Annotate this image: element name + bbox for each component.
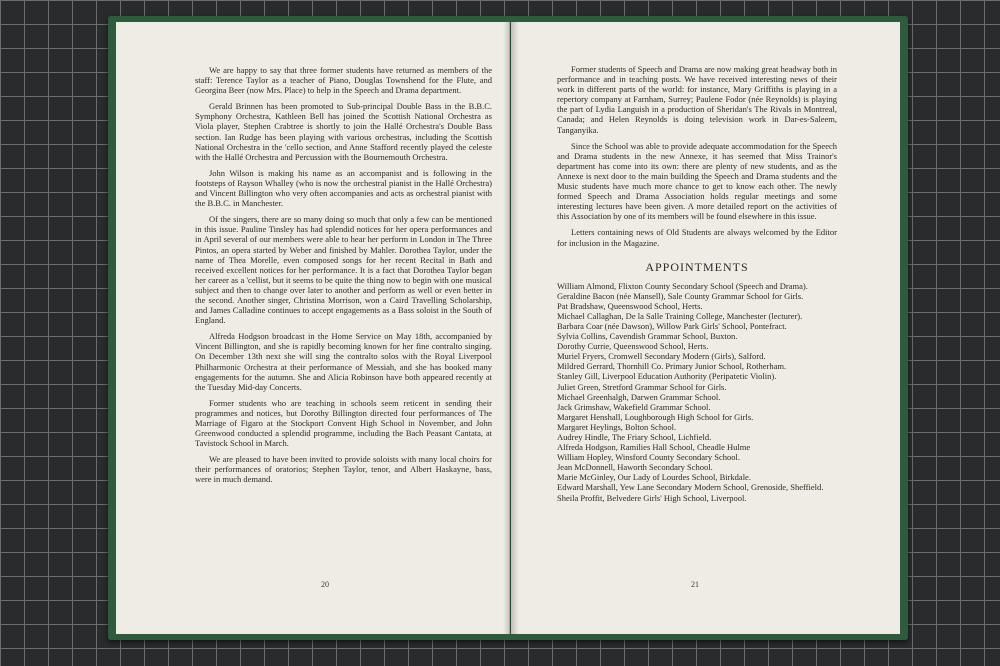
appointments-heading: APPOINTMENTS (645, 259, 749, 274)
appointment-entry: Audrey Hindle, The Friary School, Lichfield. (557, 432, 712, 442)
appointment-entry: Jack Grimshaw, Wakefield Grammar School. (557, 401, 711, 412)
appointment-entry: Sheila Proffit, Belvedere Girls' High School, Liverpool. (557, 492, 747, 503)
paragraph: Former students of Speech and Drama are now making great headway both in performance and in teaching posts. We have received interesting news of their work in different parts of the world: for instance, Mary Griffiths is playing in a repertory company at Farnham, Surrey; Paulene Fodor (née Reynolds) is playing the part of Lydia Languish in a production of Sheridan's The Rivals in Montreal, Canada; and Helen Reynolds is doing television work in Dar-es-Saleem, Tanganyika. (557, 64, 837, 135)
appointment-entry: William Hopley, Winsford County Secondary School. (557, 452, 740, 463)
paragraph: Former students who are teaching in schools seem reticent in sending their programmes and notices, but Dorothy Billington directed four performances of The Marriage of Figaro at the Stockport Convent High School in November, and John Greenwood conducted a splendid programme, including the Bach Peasant Cantata, at Tavistock School in March. (195, 397, 492, 449)
appointment-entry: Margaret Henshall, Loughborough High School for Girls. (557, 411, 754, 422)
paragraph: Since the School was able to provide adequate accommodation for the Speech and Drama students in the new Annexe, it has seemed that Miss Trainor's department has come into its own: there are plenty of new students, and as the Annexe is next door to the main building the Speech and Drama students and the Music students have much more chance to get to know each other. The newly formed Speech and Drama Association holds regular meetings and some interesting lectures have been given. A more detailed report on the activities of this Association by one of its members will be found elsewhere in this issue. (557, 140, 837, 222)
appointment-entry: Geraldine Bacon (née Mansell), Sale County Grammar School for Girls. (557, 290, 804, 301)
right-page-text-column (557, 64, 837, 503)
page-number: 21 (691, 580, 699, 589)
appointment-entry: Pat Bradshaw, Queenswood School, Herts. (557, 300, 703, 311)
appointment-entry: Edward Marshall, Yew Lane Secondary Modern School, Grenoside, Sheffield. (557, 482, 824, 493)
appointment-entry: Dorothy Currie, Queenswood School, Herts. (557, 341, 709, 352)
paragraph: John Wilson is making his name as an accompanist and is following in the footsteps of Rayson Whalley (who is now the orchestral pianist in the Hallé Orchestra) and Vincent Billington who very often accompanies and acts as orchestral pianist with the B.B.C. in Manchester. (195, 167, 492, 209)
appointment-entry: William Almond, Flixton County Secondary School (Speech and Drama). (557, 280, 808, 291)
appointment-entry: Jean McDonnell, Haworth Secondary School. (557, 462, 713, 473)
paragraph: We are happy to say that three former students have returned as members of the staff: Terence Taylor as a teacher of Piano, Douglas Townshend for the Flute, and Georgina Beer (now Mrs. Place) to help in the Speech and Drama department. (195, 65, 492, 96)
appointments-list (557, 281, 837, 503)
appointment-entry: Marie McGinley, Our Lady of Lourdes School, Birkdale. (557, 472, 751, 483)
appointment-entry: Michael Callaghan, De la Salle Training College, Manchester (lecturer). (557, 310, 803, 321)
paragraph: Of the singers, there are so many doing so much that only a few can be mentioned in this issue. Pauline Tinsley has had splendid notices for her opera performances and in April several of our members were able to hear her perform in London in The Three Pintos, an opera started by Weber and finished by Mahler. Dorothea Taylor, under the name of Thea Morelle, even composed songs for her recent Recital in Bath and received excellent notices for her performance. It is a fact that Dorothea Taylor began her career as a 'cellist, but it seems to be quite the thing now to begin with one musical subject and then to change over later to another and perform as well or even better in the second. Another singer, Christina Morrison, won a Caird Travelling Scholarship, and James Calladine continues to accept engagements as a Bass soloist in the South of England. (195, 214, 492, 326)
paragraph: Alfreda Hodgson broadcast in the Home Service on May 18th, accompanied by Vincent Billington, and she is rapidly becoming known for her fine contralto singing. On December 13th next she will sing the contralto solos with the Royal Liverpool Philharmonic Orchestra at their performance of Messiah, and she has booked many engagements for the autumn. She and Alicia Robinson have both appeared recently at the Tuesday Mid-day Concerts. (195, 331, 492, 392)
paragraph: Letters containing news of Old Students are always welcomed by the Editor for inclusion in the Magazine. (557, 227, 837, 248)
appointment-entry: Stanley Gill, Liverpool Education Authority (Peripatetic Violin). (557, 371, 777, 382)
appointment-entry: Margaret Heylings, Bolton School. (557, 421, 677, 432)
left-page (116, 22, 510, 634)
appointment-entry: Sylvia Collins, Cavendish Grammar School, Buxton. (557, 331, 738, 342)
appointment-entry: Mildred Gerrard, Thornhill Co. Primary Junior School, Rotherham. (557, 361, 787, 372)
paragraph: We are pleased to have been invited to provide soloists with many local choirs for their performances of oratorios; Stephen Taylor, tenor, and Albert Haskayne, bass, were in much demand. (195, 454, 492, 485)
book-gutter-shadow (503, 22, 519, 634)
appointment-entry: Juliet Green, Stretford Grammar School for Girls. (557, 381, 727, 392)
appointment-entry: Muriel Fryers, Cromwell Secondary Modern (Girls), Salford. (557, 351, 766, 362)
left-page-text-column (195, 65, 492, 491)
page-number: 20 (321, 580, 329, 589)
appointment-entry: Alfreda Hodgson, Ramilies Hall School, Cheadle Hulme (557, 442, 751, 453)
appointment-entry: Michael Greenhalgh, Darwen Grammar School. (557, 391, 721, 402)
appointment-entry: Barbara Coar (née Dawson), Willow Park Girls' School, Pontefract. (557, 320, 787, 331)
right-page (511, 22, 900, 634)
paragraph: Gerald Brinnen has been promoted to Sub-principal Double Bass in the B.B.C. Symphony Orchestra, Kathleen Bell has joined the Scottish National Orchestra as Viola player, Stephen Crabtree is shortly to join the Hallé Orchestra's Double Bass section. Ian Rudge has been playing with various orchestras, including the Scottish National Orchestra in the 'cello section, and Anne Stafford recently played the celeste with the Hallé Orchestra and Percussion with the Bournemouth Orchestra. (195, 101, 492, 162)
